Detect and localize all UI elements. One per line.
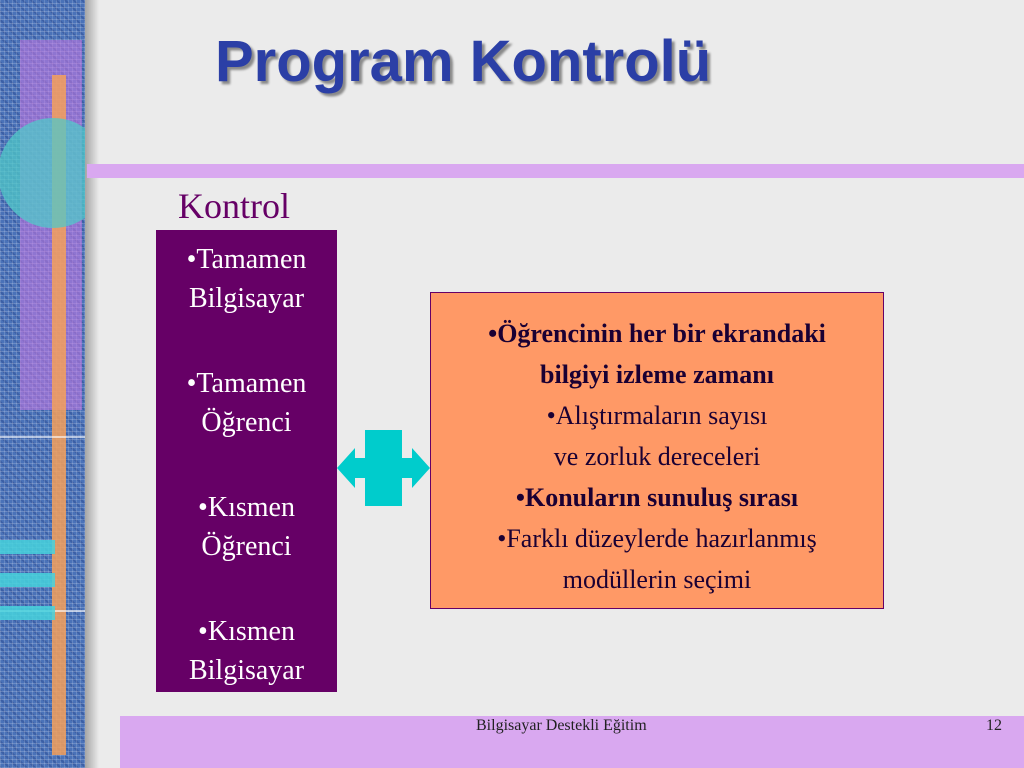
section-label: Kontrol: [178, 186, 290, 226]
control-type-item: [156, 240, 337, 318]
sidebar-shadow: [85, 0, 99, 768]
factor-line: •Öğrencinin her bir ekrandaki: [488, 319, 826, 348]
factor-line: bilgiyi izleme zamanı: [540, 360, 774, 389]
factor-line: •Farklı düzeylerde hazırlanmış: [497, 524, 817, 553]
control-type-item: [156, 364, 337, 442]
page-number: 12: [986, 717, 1002, 734]
sidebar-cyan-bar: [0, 540, 55, 554]
slide-title: Program Kontrolü: [215, 29, 712, 94]
item-line: •Tamamen: [186, 244, 307, 275]
item-line: Öğrenci: [201, 407, 292, 438]
item-line: Bilgisayar: [188, 283, 305, 314]
control-type-item: [156, 488, 337, 566]
item-line: •Kısmen: [198, 616, 295, 647]
double-arrow-left-right-icon: [337, 430, 430, 506]
sidebar-cyan-bar: [0, 573, 55, 587]
sidebar-cyan-bar: [0, 606, 55, 620]
item-line: •Tamamen: [186, 368, 307, 399]
item-line: Bilgisayar: [188, 655, 305, 686]
item-line: Öğrenci: [201, 531, 292, 562]
decorative-sidebar: [0, 0, 85, 768]
title-underline-bar: [87, 164, 1024, 178]
sidebar-divider: [0, 436, 85, 438]
footer-text: Bilgisayar Destekli Eğitim: [476, 717, 647, 734]
factor-line: modüllerin seçimi: [562, 565, 752, 594]
factor-line: •Konuların sunuluş sırası: [515, 483, 799, 512]
sidebar-cyan-circle: [0, 118, 85, 228]
control-type-item: [156, 612, 337, 690]
factor-line: •Alıştırmaların sayısı: [546, 401, 768, 430]
factor-line: ve zorluk dereceleri: [553, 442, 761, 471]
control-types-box: [156, 230, 337, 692]
item-line: •Kısmen: [198, 492, 295, 523]
controlled-factors-box: [430, 292, 884, 609]
